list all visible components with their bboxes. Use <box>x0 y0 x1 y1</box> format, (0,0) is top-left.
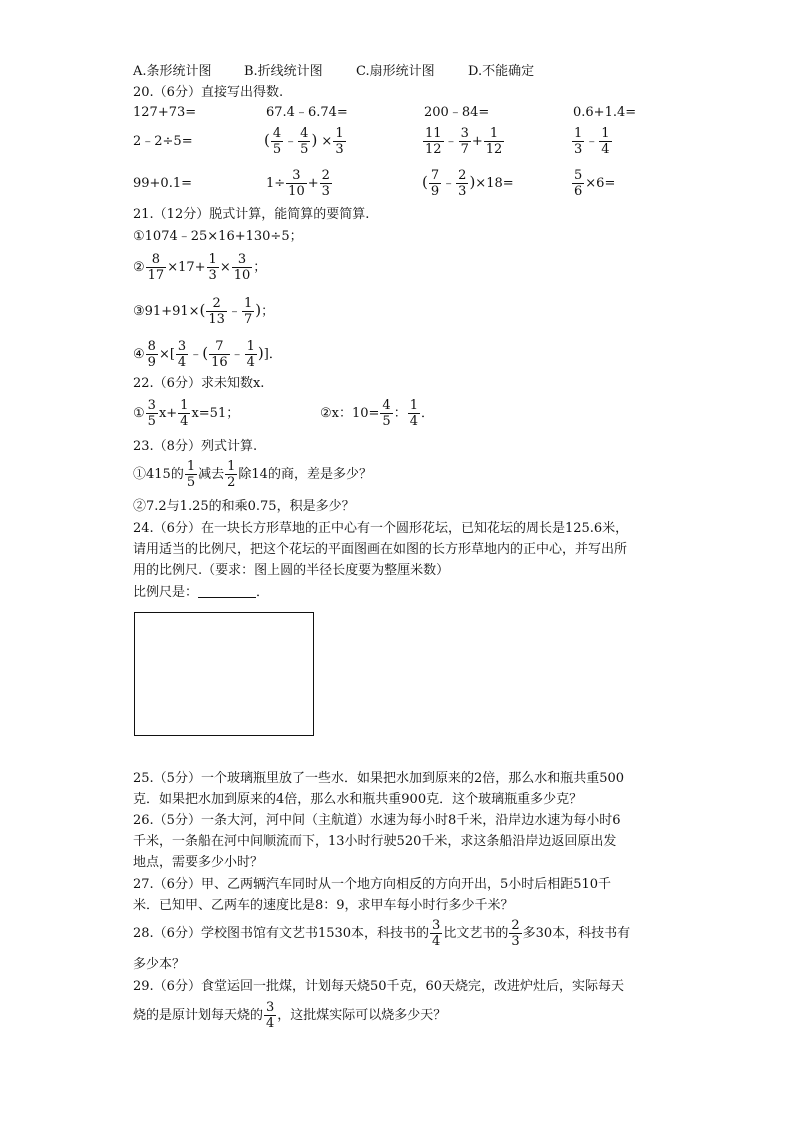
q26-l3: 地点，需要多少小时？ <box>133 855 264 870</box>
q22-e2: ②x：10= $\frac{4}{5}$ ： $\frac{1}{4}$ ． <box>320 398 435 429</box>
q20-r2-d: $\frac{1}{3}$ ﹣ $\frac{1}{4}$ <box>574 126 610 157</box>
q20-r3-c: ( $\frac{7}{9}$ ﹣ $\frac{2}{3}$ )×18= <box>422 168 514 199</box>
q20-r1-a: 127+73= <box>133 105 197 120</box>
q28-l1: 28.（6分）学校图书馆有文艺书1530本，科技书的 $\frac{3}{4}$ 比文艺书的 $\frac{2}{3}$ 多30本，科技书有 <box>133 918 631 949</box>
q21-e3: ③91+91×( $\frac{2}{13}$ ﹣ $\frac{1}{7}$ )； <box>133 296 275 327</box>
q20-r2-b: ( $\frac{4}{5}$ ﹣ $\frac{4}{5}$ ) × $\frac{1}{3}$ <box>264 126 344 157</box>
q26-l2: 千米，一条船在河中间顺流而下，13小时行驶520千米，求这条船沿岸边返回原出发 <box>133 834 617 849</box>
q21-e2: ② $\frac{8}{17}$ ×17+ $\frac{1}{3}$ × $\frac{3}{10}$ ； <box>133 252 267 283</box>
q27-l1: 27.（6分）甲、乙两辆汽车同时从一个地方向相反的方向开出，5小时后相距510千 <box>133 877 612 892</box>
q25-l2: 克．如果把水加到原来的4倍，那么水和瓶共重900克．这个玻璃瓶重多少克？ <box>133 792 583 807</box>
q24-l2: 请用适当的比例尺，把这个花坛的平面图画在如图的长方形草地内的正中心，并写出所 <box>133 542 628 557</box>
option-d: D.不能确定 <box>468 64 535 79</box>
q28-l2: 多少本？ <box>133 957 186 972</box>
q24-l4: 比例尺是： ． <box>133 585 270 600</box>
q23-e2: ②7.2与1.25的和乘0.75，积是多少？ <box>133 499 355 514</box>
q21-title: 21.（12分）脱式计算，能简算的要简算. <box>133 207 370 222</box>
q27-l2: 米．已知甲、乙两车的速度比是8：9，求甲车每小时行多少千米？ <box>133 898 514 913</box>
q20-r3-b: 1÷ $\frac{3}{10}$ + $\frac{2}{3}$ <box>266 168 330 199</box>
q20-r3-a: 99+0.1= <box>133 176 193 191</box>
q24-l1: 24.（6分）在一块长方形草地的正中心有一个圆形花坛，已知花坛的周长是125.6米， <box>133 521 629 536</box>
q23-title: 23.（8分）列式计算. <box>133 439 258 454</box>
q23-e1: ①415的 $\frac{1}{5}$ 减去 $\frac{1}{2}$ 除14的商，差是多少？ <box>133 459 372 490</box>
q20-r3-d: $\frac{5}{6}$ ×6= <box>574 168 616 199</box>
q21-e4: ④ $\frac{8}{9}$ ×[ $\frac{3}{4}$ ﹣( $\frac{7}{16}$ ﹣ $\frac{1}{4}$ )]． <box>133 339 282 370</box>
option-b: B.折线统计图 <box>244 64 323 79</box>
answer-blank[interactable] <box>198 583 256 598</box>
q20-r1-c: 200﹣84= <box>424 105 490 120</box>
option-a: A.条形统计图 <box>133 64 212 79</box>
q20-r2-a: 2﹣2÷5= <box>133 134 193 149</box>
q20-r2-c: $\frac{11}{12}$ ﹣ $\frac{3}{7}$ + $\frac{1}{12}$ <box>425 126 503 157</box>
q20-title: 20.（6分）直接写出得数. <box>133 85 284 100</box>
q29-l2: 烧的是原计划每天烧的 $\frac{3}{4}$ ，这批煤实际可以烧多少天？ <box>133 1000 447 1031</box>
q20-r1-b: 67.4﹣6.74= <box>266 105 348 120</box>
q26-l1: 26.（5分）一条大河，河中间（主航道）水速为每小时8千米，沿岸边水速为每小时6 <box>133 813 621 828</box>
lawn-rectangle <box>134 612 314 736</box>
q25-l1: 25.（5分）一个玻璃瓶里放了一些水．如果把水加到原来的2倍，那么水和瓶共重500 <box>133 771 625 786</box>
q20-r1-d: 0.6+1.4= <box>573 105 637 120</box>
q29-l1: 29.（6分）食堂运回一批煤，计划每天烧50千克，60天烧完，改进炉灶后，实际每天 <box>133 979 625 994</box>
q22-e1: ① $\frac{3}{5}$ x+ $\frac{1}{4}$ x=51； <box>133 398 240 429</box>
q22-title: 22.（6分）求未知数x. <box>133 376 265 391</box>
q24-l3: 用的比例尺.（要求：图上圆的半径长度要为整厘米数） <box>133 563 450 578</box>
option-c: C.扇形统计图 <box>356 64 435 79</box>
q21-e1: ①1074﹣25×16+130÷5； <box>133 229 303 244</box>
